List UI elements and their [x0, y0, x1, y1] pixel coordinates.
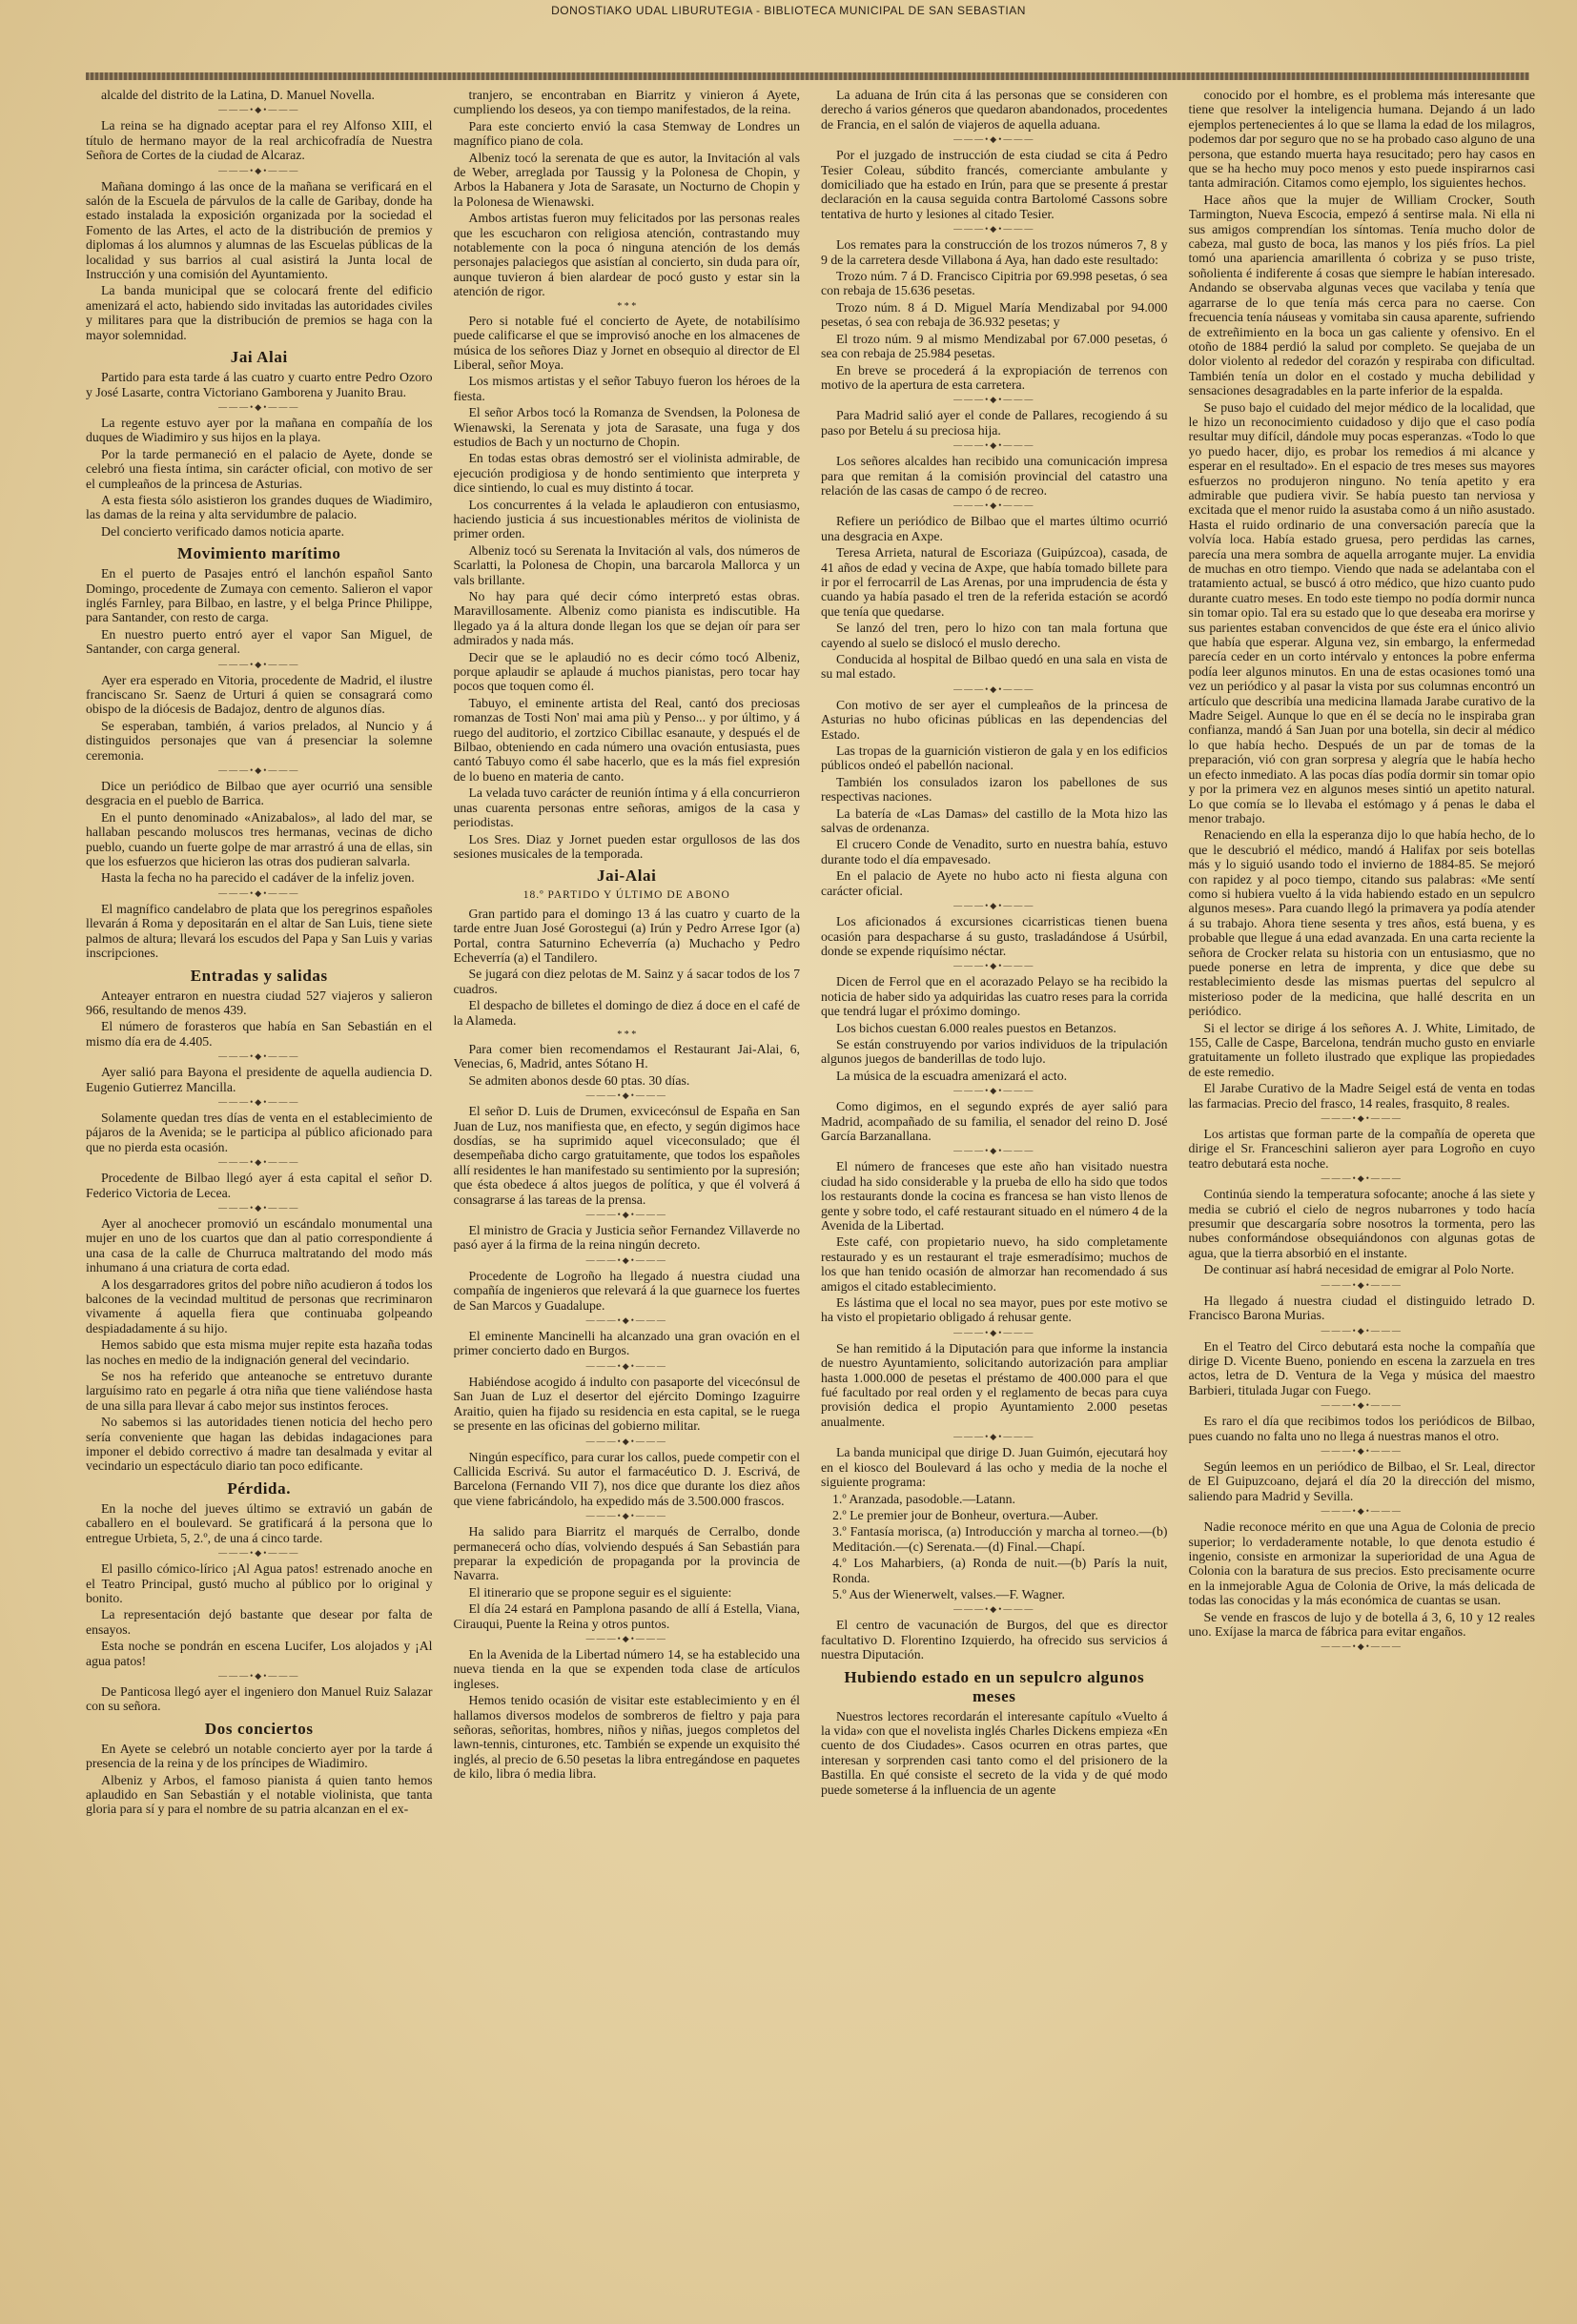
article-paragraph: Mañana domingo á las once de la mañana se verificará en el salón de la Escuela de párvulos de la calle de Garibay, donde ha estado instalada la exposición organizada por la sociedad el Fomento de las Artes, el acto de la distribución de premios y diplomas á los alumnos y alumnas de las Escuelas públicas de la localidad y sus barrios al cual asistirá la Junta local de Instrucción y una comisión del Ayuntamiento. [86, 178, 433, 282]
article-paragraph: Anteayer entraron en nuestra ciudad 527 viajeros y salieron 966, resultando de menos 439. [86, 988, 433, 1017]
article-paragraph: Continúa siendo la temperatura sofocante; anoche á las siete y media se cubrió el cielo de negros nubarrones y todo hacía presumir que descargaría sobre nosotros la tormenta, pero las nubes conformándose obsequiándonos con algunas gotas de agua, que la tierra absorbió en el instante. [1188, 1187, 1535, 1260]
section-heading: Jai-Alai [597, 866, 657, 886]
separator-ornament [821, 134, 1168, 145]
article-paragraph: En nuestro puerto entró ayer el vapor San Miguel, de Santander, con carga general. [86, 626, 433, 657]
article-paragraph: Los Sres. Diaz y Jornet pueden estar orgullosos de las dos sesiones musicales de la temporada. [453, 831, 800, 861]
article-paragraph: A los desgarradores gritos del pobre niño acudieron á todos los balcones de la vecindad multitud de personas que recriminaron vivamente á aquella fiera que continuaba golpeando despiadadamente á su hijo. [86, 1276, 433, 1335]
article-paragraph: No sabemos si las autoridades tienen noticia del hecho pero sería conveniente que hagan las debidas indagaciones para imponer el debido correctivo á madre tan desalmada y evitar al vecindario un espectáculo diario tan poco edificante. [86, 1415, 433, 1474]
article-paragraph: El señor D. Luis de Drumen, exvicecónsul de España en San Juan de Luz, nos manifiesta que, en efecto, y según digimos hace dosdías, se ha suprimido aquel viceconsulado; que él desempeñaba dicho cargo gratuitamente, que todos los españoles allí residentes le han manifestado su sentimiento por la supresión; que ésta obedece á altos juegos de política, y que él volverá á consagrarse á las tareas de la prensa. [453, 1104, 800, 1207]
separator-ornament [821, 1086, 1168, 1096]
article-paragraph: El número de forasteros que había en San Sebastián en el mismo día era de 4.405. [86, 1019, 433, 1049]
article-paragraph: Hemos sabido que esta misma mujer repite esta hazaña todas las noches en medio de la indignación general del vecindario. [86, 1337, 433, 1367]
article-paragraph: El señor Arbos tocó la Romanza de Svendsen, la Polonesa de Wienawski, la Serenata y jota de Sarasate, una fuga y dos estudios de Bach y un nocturno de Chopin. [453, 405, 800, 449]
separator-ornament [86, 1157, 433, 1168]
separator-ornament [821, 684, 1168, 695]
program-item: 2.º Le premier jour de Bonheur, overtura.—Auber. [832, 1507, 1098, 1522]
separator-ornament [1189, 1280, 1536, 1291]
section-heading: Hubiendo estado en un sepulcro algunos meses [844, 1667, 1145, 1705]
column-3 [821, 88, 1168, 2309]
article-paragraph: El pasillo cómico-lírico ¡Al Agua patos! estrenado anoche en el Teatro Principal, gustó mucho al público por lo original y bonito. [86, 1561, 433, 1605]
article-paragraph: Con motivo de ser ayer el cumpleaños de la princesa de Asturias no hubo oficinas públicas en las dependencias del Estado. [821, 697, 1168, 742]
section-heading: Pérdida. [227, 1478, 292, 1498]
separator-ornament [454, 1361, 801, 1372]
separator-ornament [86, 1097, 433, 1108]
article-paragraph: Albeniz tocó la serenata de que es autor, la Invitación al vals de Weber, arreglada por Taussig y la Polonesa de Chopin, y Arbos la Habanera y Jota de Sarasate, un Nocturno de Chopin y la Polonesa de Wienawski. [453, 150, 800, 209]
article-paragraph: En todas estas obras demostró ser el violinista admirable, de ejecución prodigiosa y de hondo sentimiento que interpreta y dice sintiendo, lo cual es muy distinto á tocar. [453, 451, 800, 496]
article-paragraph: Partido para esta tarde á las cuatro y cuarto entre Pedro Ozoro y José Lasarte, contra Victoriano Gamborena y Juanito Brau. [86, 370, 433, 399]
article-paragraph: Albeniz tocó su Serenata la Invitación al vals, dos números de Scarlatti, la Polonesa de Chopin, una barcarola Mallorca y un vals brillante. [453, 542, 800, 587]
article-paragraph: Los mismos artistas y el señor Tabuyo fueron los héroes de la fiesta. [453, 374, 800, 403]
top-decorative-rule [86, 72, 1529, 80]
separator-ornament [821, 1604, 1168, 1615]
article-paragraph: La música de la escuadra amenizará el acto. [836, 1068, 1068, 1083]
article-paragraph: Refiere un periódico de Bilbao que el martes último ocurrió una desgracia en Axpe. [821, 514, 1168, 543]
article-paragraph: Por la tarde permaneció en el palacio de Ayete, donde se celebró una fiesta íntima, sin carácter oficial, con motivo de ser el cumpleaños de la princesa de Asturias. [86, 446, 433, 491]
article-paragraph: Nuestros lectores recordarán el interesante capítulo «Vuelto á la vida» con que el novelista inglés Charles Dickens empieza «En cuento de dos Ciudades». Casos ocurren en otras partes, que interesan y sorprenden casi tanto como el del prisionero de la Bastilla. En qué consiste el secreto de la vida y de qué modo puede someterse á la influencia de un agente [821, 1708, 1168, 1797]
article-paragraph: Esta noche se pondrán en escena Lucifer, Los alojados y ¡Al agua patos! [86, 1639, 433, 1668]
article-paragraph: Renaciendo en ella la esperanza dijo lo que había hecho, de lo que le descubrió el médico, mandó á Halifax por seis botellas más y lo siguió usando todo el invierno de 1884-85. Se mejoró con rapidez y al poco tiempo, citando sus palabras: «Me sentí como si hubiera vuelto á la vida habiendo estado en un sepulcro algunos meses». Para cuando llegó la primavera ya podía atender á su trabajo. Ahora tiene sesenta y tres años, está buena, y es probable que llegue á una edad avanzada. En una carta reciente la señora de Crocker relata su historia con un entusiasmo, que no puede ponerse en letra de imprenta, y dice que debe su restablecimiento desde las mismas puertas del sepulcro al misterioso poder de la medicina, que hallé descrita en un periódico. [1188, 827, 1535, 1019]
article-paragraph: Los bichos cuestan 6.000 reales puestos en Betanzos. [836, 1020, 1116, 1035]
article-paragraph: Si el lector se dirige á los señores A. J. White, Limitado, de 155, Calle de Caspe, Barcelona, tendrán mucho gusto en enviarle gratuitamente un folleto ilustrado que explique las propiedades de este remedio. [1188, 1020, 1535, 1079]
article-paragraph: Se están construyendo por varios individuos de la tripulación algunos juegos de banderillas de todo lujo. [821, 1036, 1168, 1067]
article-paragraph: Se puso bajo el cuidado del mejor médico de la localidad, que le hizo un reconocimiento cuidadoso y dijo que el caso podía resultar muy difícil, dándole muy pocas esperanzas. «Todo lo que yo puedo hacer, dijo, es probar los remedios á mi alcance y esperar en el resultado». En el espacio de tres meses sus mayores esfuerzos no produjeron ninguno. No tenía apetito y era admirable que pudiera vivir. Se había puesto tan nerviosa y excitada que el menor ruido la asustaba como á un niño asustado. Hasta el ruido ordinario de una conversación parecía que la volvía loca. Había estado gruesa, pero perdidas las carnes, parecía una mera sombra de aquella arrogante mujer. La envidia de muchas en otro tiempo. Viendo que nada se adelantaba con el tratamiento actual, se buscó á otro médico, que hizo cuanto pudo durante cuatro meses. En todo este tiempo no podía dormir nunca sin tomar opio. Tal era su estado que lo que deseaba era morirse y sus parientes estaban convencidos de que éste era el único alivio que había que esperar. Alguna vez, sin embargo, la enfermedad parecía ceder en un corto intérvalo y entonces la pobre enferma podía leer algunos minutos. En una de estas ocasiones tomó una vez un periódico y al pasar la vista por sus columnas encontró un artículo que describía una medicina llamada Jarabe curativo de la Madre Seigel. Aunque lo que en él se decía no le inspiraba gran confianza, mandó á San Juan por una botella, sin decir al médico lo que había hecho. Después de un par de tomas de la preparación, vió con gran sorpresa y alegría que le había hecho un efecto inmediato. A las pocas días podía dormir sin tomar opio y por la primera vez en algunos meses sintió un apetito natural. Lo que comía se lo llevaba el estómago y á penas le daba el menor trabajo. [1188, 399, 1535, 826]
article-paragraph: Dicen de Ferrol que en el acorazado Pelayo se ha recibido la noticia de haber sido ya adquiridas las cuatro reses para la corrida que tendrá lugar el próximo domingo. [821, 974, 1168, 1019]
separator-ornament [821, 440, 1168, 451]
article-paragraph: Por el juzgado de instrucción de esta ciudad se cita á Pedro Tesier Coleau, súbdito francés, comerciante ambulante y domiciliado que ha estado en Irún, para que se presente á prestar declaración en la causa seguida contra Bartolomé Cassons sobre tentativa de hurto y lesiones al citado Tesier. [821, 148, 1168, 221]
article-paragraph: Gran partido para el domingo 13 á las cuatro y cuarto de la tarde entre Juan José Gorostegui (a) Irún y Pedro Arrese Igor (a) Portal, contra Saturnino Echeverría (a) Muchacho y Pedro Echeverría (a) el Tandilero. [453, 906, 800, 965]
asterism: * * * [617, 1029, 637, 1040]
article-paragraph: En el Teatro del Circo debutará esta noche la compañía que dirige D. Vicente Bueno, poniendo en escena la zarzuela en tres actos, letra de D. Ventura de la Vega y música del maestro Barbieri, titulada Jugar con Fuego. [1188, 1338, 1535, 1397]
article-paragraph: En breve se procederá á la expropiación de terrenos con motivo de la apertura de esta carretera. [821, 362, 1168, 392]
separator-ornament [454, 1437, 801, 1447]
article-paragraph: Los aficionados á excursiones cicarristicas tienen buena ocasión para despacharse á su gusto, trasladándose á Usúrbil, donde se expende riquísimo néctar. [821, 914, 1168, 958]
separator-ornament [86, 402, 433, 413]
article-paragraph: La regente estuvo ayer por la mañana en compañía de los duques de Wiadimiro y sus hijos en la playa. [86, 415, 433, 445]
column-1 [86, 88, 433, 2309]
article-paragraph: Conducida al hospital de Bilbao quedó en una sala en vista de su mal estado. [821, 652, 1168, 682]
article-paragraph: Albeniz y Arbos, el famoso pianista á quien tanto hemos aplaudido en San Sebastián y el notable violinista, que tanta gloria para sí y para el nombre de su patria alcanzan en el ex- [86, 1772, 433, 1817]
article-paragraph: alcalde del distrito de la Latina, D. Manuel Novella. [101, 88, 375, 102]
article-paragraph: El número de franceses que este año han visitado nuestra ciudad ha sido considerable y la prueba de ello ha sido que todos los restaurants donde la cocina es francesa se han visto llenos de gente y sobre todo, el café restaurant situado en el número 4 de la Avenida de la Libertad. [821, 1159, 1168, 1233]
article-paragraph: Ayer salió para Bayona el presidente de aquella audiencia D. Eugenio Gutierrez Mancilla. [86, 1065, 433, 1094]
separator-ornament [821, 1432, 1168, 1442]
separator-ornament [1189, 1641, 1536, 1652]
separator-ornament [1189, 1113, 1536, 1124]
article-paragraph: En el palacio de Ayete no hubo acto ni fiesta alguna con carácter oficial. [821, 868, 1168, 898]
separator-ornament [821, 1328, 1168, 1338]
separator-ornament [86, 1671, 433, 1682]
article-paragraph: Los concurrentes á la velada le aplaudieron con entusiasmo, haciendo justicia á sus incuestionables méritos de violinista de primer orden. [453, 497, 800, 541]
article-paragraph: Los señores alcaldes han recibido una comunicación impresa para que remitan á la comisión provincial del catastro una relación de las casas de campo ó de recreo. [821, 454, 1168, 498]
separator-ornament [454, 1210, 801, 1220]
article-paragraph: La banda municipal que se colocará frente del edificio amenizará el acto, habiendo sido invitadas las autoridades civiles y militares para que la distribución de premios se haga con la mayor solemnidad. [86, 283, 433, 342]
article-paragraph: Se vende en frascos de lujo y de botella á 3, 6, 10 y 12 reales uno. Exíjase la marca de fábrica para evitar engaños. [1188, 1609, 1535, 1639]
separator-ornament [454, 1255, 801, 1266]
article-paragraph: El día 24 estará en Pamplona pasando de allí á Estella, Viana, Cirauqui, Puente la Reina y otros puntos. [453, 1601, 800, 1631]
article-paragraph: Habiéndose acogido á indulto con pasaporte del vicecónsul de San Juan de Luz el desertor del ejército Domingo Izaguirre Araitio, quien ha fijado su residencia en esta capital, se le ruega se presente en las oficinas del gobierno militar. [453, 1374, 800, 1434]
article-paragraph: Se han remitido á la Diputación para que informe la instancia de nuestro Ayuntamiento, solicitando autorización para ampliar hasta 1.000.000 de pesetas el préstamo de 400.000 para el que fué facultado por real orden y el reglamento de becas para cuya provisión dedica el propio Ayuntamiento 2.000 pesetas anualmente. [821, 1340, 1168, 1429]
article-paragraph: Se admiten abonos desde 60 ptas. 30 días. [468, 1072, 690, 1088]
article-paragraph: Ningún específico, para curar los callos, puede competir con el Callicida Escrivá. Su autor el farmacéutico D. J. Escrivá, de Barcelona (Fernando VII 7), nos dice que durante los diez años que viene fabricándolo, ha expedido más de 3.500.000 frascos. [453, 1449, 800, 1508]
article-paragraph: Pero si notable fué el concierto de Ayete, de notabilísimo puede calificarse el que se improvisó anoche en los almacenes de música de los señores Diaz y Jornet en obsequio al director de El Liberal, señor Moya. [453, 313, 800, 372]
article-paragraph: Es raro el día que recibimos todos los periódicos de Bilbao, pues cuando no falta uno no llega á nuestras manos el otro. [1188, 1414, 1535, 1443]
article-paragraph: Decir que se le aplaudió no es decir cómo tocó Albeniz, porque aplaudir se aplaude á muchos pianistas, pero tocar hay pocos que toquen como él. [453, 649, 800, 694]
separator-ornament [821, 1146, 1168, 1156]
article-paragraph: Procedente de Logroño ha llegado á nuestra ciudad una compañía de ingenieros que relevará á la que guarnece los fuertes de San Marcos y Guadalupe. [453, 1268, 800, 1313]
separator-ornament [821, 901, 1168, 911]
article-paragraph: Como digimos, en el segundo exprés de ayer salió para Madrid, acompañado de su familia, el senador del reino D. José García Barzanallana. [821, 1099, 1168, 1143]
article-paragraph: Ha salido para Biarritz el marqués de Cerralbo, donde permanecerá ocho días, volviendo después á San Sebastián para preparar la expedición de propaganda por la provincia de Navarra. [453, 1524, 800, 1583]
article-paragraph: Dice un periódico de Bilbao que ayer ocurrió una sensible desgracia en el pueblo de Barrica. [86, 779, 433, 808]
article-paragraph: En Ayete se celebró un notable concierto ayer por la tarde á presencia de la reina y de los príncipes de Wiadimiro. [86, 1741, 433, 1771]
article-paragraph: En la Avenida de la Libertad número 14, se ha establecido una nueva tienda en la que se expenden toda clase de artículos ingleses. [453, 1646, 800, 1691]
article-paragraph: Las tropas de la guarnición vistieron de gala y en los edificios públicos ondeó el pabellón nacional. [821, 744, 1168, 773]
library-header: DONOSTIAKO UDAL LIBURUTEGIA - BIBLIOTECA MUNICIPAL DE SAN SEBASTIAN [551, 4, 1026, 17]
article-paragraph: Teresa Arrieta, natural de Escoriaza (Guipúzcoa), casada, de 41 años de edad y vecina de Axpe, que había tomado billete para ir por el ferrocarril de Las Arenas, por una imprudencia de ésta y cuando ya había pasado el tren de la referida estación se acordó que tenía que quedarse. [821, 545, 1168, 619]
article-paragraph: Se nos ha referido que anteanoche se entretuvo durante larguísimo rato en pegarle á otra niña que tiene valiéndose hasta de una silla para llevar á cabo mejor sus instintos feroces. [86, 1369, 433, 1413]
article-paragraph: En el puerto de Pasajes entró el lanchón español Santo Domingo, procedente de Zumaya con cemento. Salieron el vapor inglés Farnley, para Bilbao, en lastre, y el belga Prince Philippe, para Santander, con resto de carga. [86, 566, 433, 625]
article-paragraph: Los remates para la construcción de los trozos números 7, 8 y 9 de la carretera desde Villabona á Aya, han dado este resultado: [821, 237, 1168, 267]
article-paragraph: Ambos artistas fueron muy felicitados por las personas reales que les escucharon con religiosa atención, contrastando muy notablemente con la poca ó ninguna atención de los demás personajes palaciegos que asistían al concierto, sin duda para oír, aunque tuvieron á bien alardear de pocó gusto y estar sin la atención de rigor. [453, 211, 800, 299]
article-paragraph: El itinerario que se propone seguir es el siguiente: [468, 1584, 732, 1600]
article-paragraph: Del concierto verificado damos noticia aparte. [101, 523, 345, 539]
article-paragraph: Se jugará con diez pelotas de M. Sainz y á sacar todos de los 7 cuadros. [453, 967, 800, 996]
article-paragraph: Para comer bien recomendamos el Restaurant Jai-Alai, 6, Venecias, 6, Madrid, antes Sótano H. [453, 1041, 800, 1071]
separator-ornament [86, 1548, 433, 1559]
article-paragraph: Hace años que la mujer de William Crocker, South Tarmington, Nueva Escocia, empezó á sentirse mala. Ni ella ni sus amigos comprendían los síntomas. Tenía mucho dolor de cabeza, mal gusto de boca, las manos y los piés fríos. La piel tomó una apariencia amarillenta ó cobriza y se puso triste, soñolienta é indiferente á cosas que siempre le habían interesado. Andando se observaba algunas veces que vacilaba y tenía que agarrarse de lo que tenía más cerca para no caerse. Con frecuencia tenía náuseas y vomitaba sin causa aparente, sufriendo de extreñimiento en la boca un gas caliente y ofensivo. En el otoño de 1884 perdió la salud por completo. Se quejaba de un dolor violento al rededor del corazón y respiraba con dificultad. También tenía un dolor en el costado y mucha debilidad y sensaciones desagradables en la parte inferior de la espalda. [1188, 192, 1535, 398]
article-paragraph: De Panticosa llegó ayer el ingeniero don Manuel Ruiz Salazar con su señora. [86, 1683, 433, 1714]
article-paragraph: Este café, con propietario nuevo, ha sido completamente restaurado y es un restaurant el traje esmeradísimo; muchos de los que han tenido ocasión de almorzar han recomendado á sus amigos el citado establecimiento. [821, 1234, 1168, 1294]
article-paragraph: El ministro de Gracia y Justicia señor Fernandez Villaverde no pasó ayer á la firma de la reina ningún decreto. [453, 1223, 800, 1253]
article-paragraph: La reina se ha dignado aceptar para el rey Alfonso XIII, el título de hermano mayor de la real archicofradía de Nuestra Señora de Cortes de la ciudad de Alcaraz. [86, 118, 433, 163]
article-paragraph: Solamente quedan tres días de venta en el establecimiento de pájaros de la Avenida; se le participa al público aficionado para que no pierda esta ocasión. [86, 1110, 433, 1154]
article-paragraph: El trozo núm. 9 al mismo Mendizabal por 67.000 pesetas, ó sea con rebaja de 25.984 pesetas. [821, 331, 1168, 361]
article-paragraph: La aduana de Irún cita á las personas que se consideren con derecho á varios géneros que quedaron abandonados, procedentes de Francia, en el salón de viajeros de aquella aduana. [821, 88, 1168, 132]
article-paragraph: Se lanzó del tren, pero lo hizo con tan mala fortuna que cayendo al suelo se dislocó el muslo derecho. [821, 621, 1168, 650]
article-paragraph: Según leemos en un periódico de Bilbao, el Sr. Leal, director de El Guipuzcoano, dejará el día 20 la dirección del mismo, saliendo para Madrid y Sevilla. [1188, 1458, 1535, 1503]
separator-ornament [821, 500, 1168, 511]
separator-ornament [86, 166, 433, 176]
columns-container [86, 88, 1535, 2309]
article-paragraph: El despacho de billetes el domingo de diez á doce en el café de la Alameda. [453, 998, 800, 1028]
article-paragraph: Trozo núm. 8 á D. Miguel María Mendizabal por 94.000 pesetas, ó sea con rebaja de 36.932 pesetas; y [821, 299, 1168, 330]
program-item: 5.º Aus der Wienerwelt, valses.—F. Wagner. [832, 1586, 1065, 1601]
column-4 [1189, 88, 1536, 2309]
asterism: * * * [617, 300, 637, 312]
separator-ornament [1189, 1400, 1536, 1411]
separator-ornament [86, 105, 433, 115]
article-paragraph: Trozo núm. 7 á D. Francisco Cipitria por 69.998 pesetas, ó sea con rebaja de 15.636 pesetas. [821, 269, 1168, 298]
separator-ornament [86, 1203, 433, 1213]
article-paragraph: Se esperaban, también, á varios prelados, al Nuncio y á distinguidos personajes que van á presenciar la solemne ceremonia. [86, 718, 433, 763]
program-item: 3.º Fantasía morisca, (a) Introducción y marcha al torneo.—(b) Meditación.—(c) Serenata.—(d) Final.—Chapí. [832, 1524, 1168, 1554]
article-paragraph: Ayer al anochecer promovió un escándalo monumental una mujer en uno de los cuartos que dan al patio correspondiente á una casa de la calle de Churruca maltratando del modo más inhumano á una criatura de corta edad. [86, 1215, 433, 1275]
program-item: 4.º Los Maharbiers, (a) Ronda de nuit.—(b) París la nuit, Ronda. [832, 1556, 1168, 1585]
section-heading: Dos conciertos [204, 1719, 314, 1738]
separator-ornament [821, 224, 1168, 234]
article-paragraph: Procedente de Bilbao llegó ayer á esta capital el señor D. Federico Victoria de Lecea. [86, 1171, 433, 1200]
separator-ornament [454, 1634, 801, 1644]
separator-ornament [86, 1051, 433, 1062]
column-2 [454, 88, 801, 2309]
article-paragraph: La banda municipal que dirige D. Juan Guimón, ejecutará hoy en el kiosco del Boulevard á las ocho y media de la noche el siguiente programa: [821, 1445, 1168, 1490]
separator-ornament [821, 395, 1168, 405]
separator-ornament [454, 1315, 801, 1326]
separator-ornament [86, 888, 433, 899]
section-heading: Movimiento marítimo [177, 544, 341, 563]
article-paragraph: La batería de «Las Damas» del castillo de la Mota hizo las salvas de ordenanza. [821, 805, 1168, 836]
separator-ornament [1189, 1506, 1536, 1517]
article-paragraph: Los artistas que forman parte de la compañía de opereta que dirige el Sr. Franceschini salieron ayer para Logroño en cuyo teatro debutará esta noche. [1188, 1127, 1535, 1171]
article-paragraph: Hemos tenido ocasión de visitar este establecimiento y en él hallamos diversos modelos de sombreros de fieltro y paja para señoras, señoritas, hombres, niños y niñas, juegos completos del lawn-tennis, cinturones, etc. También se expende un exquisito thé inglés, al precio de 6.50 pesetas la libra entregándose en paquetes de kilo, libra ó media libra. [453, 1693, 800, 1782]
article-paragraph: De continuar así habrá necesidad de emigrar al Polo Norte. [1203, 1262, 1515, 1277]
separator-ornament [821, 961, 1168, 971]
section-heading: Entradas y salidas [190, 966, 328, 985]
article-paragraph: También los consulados izaron los pabellones de sus respectivas naciones. [821, 774, 1168, 805]
article-paragraph: La representación dejó bastante que desear por falta de ensayos. [86, 1607, 433, 1637]
separator-ornament [454, 1511, 801, 1521]
article-paragraph: Ayer era esperado en Vitoria, procedente de Madrid, el ilustre franciscano Sr. Saenz de Urturi á quien se consagrará como obispo de la diócesis de Badajoz, dentro de algunos días. [86, 672, 433, 717]
separator-ornament [1189, 1326, 1536, 1336]
section-subheading: 18.º PARTIDO Y ÚLTIMO DE ABONO [522, 889, 730, 902]
article-paragraph: Hasta la fecha no ha parecido el cadáver de la infeliz joven. [101, 870, 415, 886]
article-paragraph: Ha llegado á nuestra ciudad el distinguido letrado D. Francisco Barona Murias. [1188, 1293, 1535, 1323]
article-paragraph: El magnífico candelabro de plata que los peregrinos españoles llevarán á Roma y depositarán en el altar de San Luis, tiene siete palmos de altura; llevará los escudos del Papa y San Luis y varias inscripciones. [86, 901, 433, 961]
article-paragraph: Para Madrid salió ayer el conde de Pallares, recogiendo á su paso por Betelu á su preciosa hija. [821, 408, 1168, 438]
separator-ornament [1189, 1173, 1536, 1184]
article-paragraph: tranjero, se encontraban en Biarritz y vinieron á Ayete, cumpliendo los deseos, ya con tiempo manifestados, de la reina. [453, 88, 800, 117]
separator-ornament [86, 660, 433, 670]
separator-ornament [86, 765, 433, 776]
article-paragraph: Es lástima que el local no sea mayor, pues por este motivo se ha visto el propietario obligado á rehusar gente. [821, 1295, 1168, 1325]
section-heading: Jai Alai [230, 348, 288, 367]
article-paragraph: Para este concierto envió la casa Stemway de Londres un magnífico piano de cola. [453, 118, 800, 149]
article-paragraph: No hay para qué decir cómo interpretó estas obras. Maravillosamente. Albeniz como pianista es indiscutible. Ha llegado ya á la altura donde llegan los que se dejan oír para ser admirados y nada más. [453, 589, 800, 648]
article-paragraph: conocido por el hombre, es el problema más interesante que tiene que resolver la inteligencia humana. Dejando á un lado ejemplos pertenecientes á lo que se llama la edad de los milagros, podemos dar por seguro que no se ha probado caso alguno de una persona, que estando muerta haya resucitado; pero hay casos en que se ha hecho muy poco menos y esto puede inspirarnos casi tanta admiración. Citamos como ejemplo, los siguientes hechos. [1188, 88, 1535, 191]
article-paragraph: El Jarabe Curativo de la Madre Seigel está de venta en todas las farmacias. Precio del frasco, 14 reales, frasquito, 8 reales. [1188, 1081, 1535, 1111]
article-paragraph: En el punto denominado «Anizabalos», al lado del mar, se hallaban pescando moluscos tres hermanas, vecinas de dicho pueblo, cuando un fuerte golpe de mar arrastró á una de ellas, sin que los esfuerzos que hicieron las otras dos pudieran salvarla. [86, 809, 433, 869]
article-paragraph: A esta fiesta sólo asistieron los grandes duques de Wiadimiro, las damas de la reina y alta servidumbre de palacio. [86, 492, 433, 522]
separator-ornament [1189, 1446, 1536, 1457]
article-paragraph: El eminente Mancinelli ha alcanzado una gran ovación en el primer concierto dado en Burgos. [453, 1329, 800, 1358]
article-paragraph: El centro de vacunación de Burgos, del que es director facultativo D. Florentino Izquierdo, ha ofrecido sus servicios á nuestra Diputación. [821, 1618, 1168, 1662]
article-paragraph: Tabuyo, el eminente artista del Real, cantó dos preciosas romanzas de Tosti Non' mai ama più y Penso... y por último, y á ruego del auditorio, el zortzico Cibillac esanaute, y después el de Bilbao, obteniendo en cada número una ovación entusiasta, pues cantó Tabuyo como él sabe hacerlo, que es la más fiel expresión de lo bueno en materia de canto. [453, 695, 800, 784]
separator-ornament [454, 1091, 801, 1101]
article-paragraph: La velada tuvo carácter de reunión íntima y á ella concurrieron unas cuarenta personas entre señoras, amigos de la casa y periodistas. [453, 785, 800, 830]
program-item: 1.º Aranzada, pasodoble.—Latann. [832, 1491, 1016, 1506]
article-paragraph: En la noche del jueves último se extravió un gabán de caballero en el boulevard. Se gratificará á la persona que lo entregue Urbieta, 5, 2.º, de una á cinco tarde. [86, 1500, 433, 1545]
article-paragraph: Nadie reconoce mérito en que una Agua de Colonia de precio superior; lo verdaderamente notable, lo que denota estudio é ingenio, consiste en armonizar la superioridad de una Agua de Colonia con la baratura de sus precios. Esto precisamente ocurre en la inmejorable Agua de Colonia de Orive, la más delicada de todas las conocidas y la más económica de cuantas se usan. [1188, 1519, 1535, 1608]
article-paragraph: El crucero Conde de Venadito, surto en nuestra bahía, estuvo durante todo el día empavesado. [821, 837, 1168, 866]
